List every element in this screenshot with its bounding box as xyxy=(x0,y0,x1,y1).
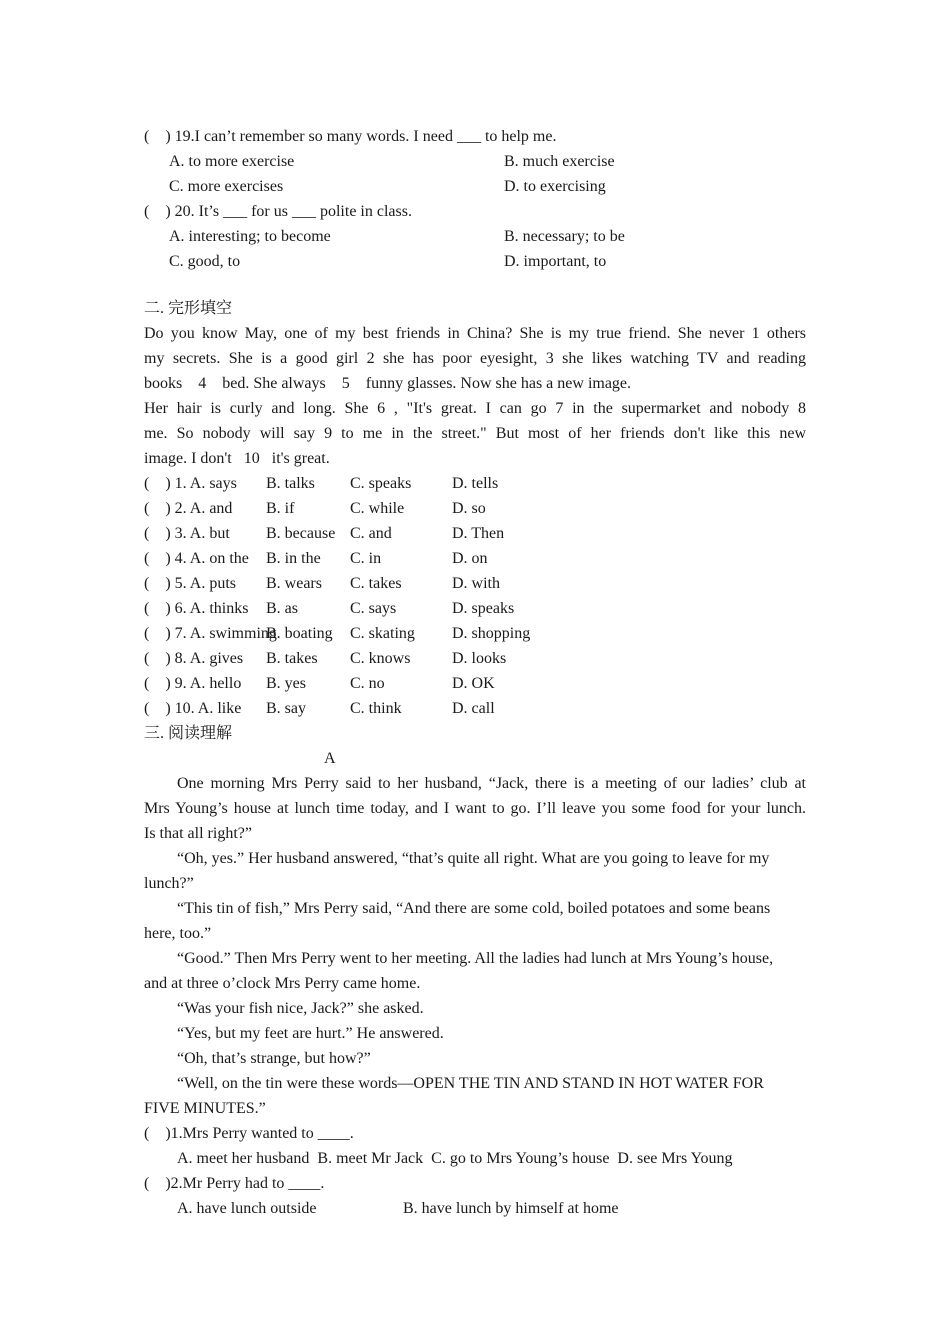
reading-passage-line: lunch?” xyxy=(144,875,194,892)
cloze-question-row xyxy=(144,646,806,671)
cloze-passage-line: my secrets. She is a good girl 2 she has poor eyesight, 3 she likes watching TV and reading xyxy=(144,350,806,367)
option-b: B. in the xyxy=(266,550,321,567)
question-number-option-a: ( ) 2. A. and xyxy=(144,500,233,517)
option-b: B. wears xyxy=(266,575,322,592)
option-c: C. good, to xyxy=(169,253,241,270)
option-c: C. while xyxy=(350,500,405,517)
option-d: D. on xyxy=(452,550,488,567)
option-b: B. because xyxy=(266,525,336,542)
option-d: D. important, to xyxy=(504,253,607,270)
question-number-option-a: ( ) 8. A. gives xyxy=(144,650,244,667)
cloze-passage-line: Her hair is curly and long. She 6 , "It's great. I can go 7 in the supermarket and nobody 8 xyxy=(144,400,806,417)
option-c: C. more exercises xyxy=(169,178,284,195)
option-b: B. yes xyxy=(266,675,306,692)
option-d: D. with xyxy=(452,575,500,592)
option-c: C. no xyxy=(350,675,385,692)
option-c: C. think xyxy=(350,700,402,717)
question-20-stem: ( ) 20. It’s ___ for us ___ polite in class. xyxy=(144,203,412,220)
option-d: D. tells xyxy=(452,475,499,492)
reading-passage xyxy=(144,771,806,1121)
cloze-heading: 二. 完形填空 xyxy=(144,300,233,317)
reading-passage-line: “Good.” Then Mrs Perry went to her meeting. All the ladies had lunch at Mrs Young’s house, xyxy=(177,950,774,967)
option-b: B. talks xyxy=(266,475,315,492)
option-a: A. interesting; to become xyxy=(169,228,331,245)
question-number-option-a: ( ) 7. A. swimming xyxy=(144,625,277,642)
cloze-question-row xyxy=(144,621,806,646)
cloze-question-row xyxy=(144,471,806,496)
question-number-option-a: ( ) 9. A. hello xyxy=(144,675,242,692)
option-d: D. shopping xyxy=(452,625,531,642)
option-c: C. takes xyxy=(350,575,402,592)
reading-passage-line: One morning Mrs Perry said to her husband, “Jack, there is a meeting of our ladies’ club at xyxy=(177,775,806,792)
option-b: B. necessary; to be xyxy=(504,228,625,245)
exam-page xyxy=(144,124,806,1221)
question-number-option-a: ( ) 1. A. says xyxy=(144,475,237,492)
option-b: B. as xyxy=(266,600,298,617)
reading-passage-line: “Oh, yes.” Her husband answered, “that’s quite all right. What are you going to leave for my xyxy=(177,850,770,867)
cloze-passage-line: Do you know May, one of my best friends in China? She is my true friend. She never 1 others xyxy=(144,325,806,342)
question-19-options-row-2 xyxy=(144,174,806,199)
option-b: B. say xyxy=(266,700,306,717)
reading-heading: 三. 阅读理解 xyxy=(144,725,233,742)
question-number-option-a: ( ) 6. A. thinks xyxy=(144,600,249,617)
reading-passage-line: “Well, on the tin were these words—OPEN THE TIN AND STAND IN HOT WATER FOR xyxy=(177,1075,764,1092)
question-20-options-row-2 xyxy=(144,249,806,274)
passage-title: A xyxy=(324,750,336,767)
option-c: C. says xyxy=(350,600,397,617)
option-b: B. boating xyxy=(266,625,333,642)
option-c: C. skating xyxy=(350,625,415,642)
cloze-question-list xyxy=(144,471,806,721)
question-number-option-a: ( ) 5. A. puts xyxy=(144,575,236,592)
option-d: D. speaks xyxy=(452,600,515,617)
reading-question-1-options: A. meet her husband B. meet Mr Jack C. go to Mrs Young’s house D. see Mrs Young xyxy=(177,1150,733,1167)
cloze-passage-line: image. I don't 10 it's great. xyxy=(144,450,330,467)
option-c: C. in xyxy=(350,550,382,567)
cloze-question-row xyxy=(144,596,806,621)
reading-question-2-stem: ( )2.Mr Perry had to ____. xyxy=(144,1175,325,1192)
reading-passage-line: Mrs Young’s house at lunch time today, and I want to go. I’ll leave you some food for your lunch. xyxy=(144,800,806,817)
question-number-option-a: ( ) 4. A. on the xyxy=(144,550,249,567)
question-20-options-row-1 xyxy=(144,224,806,249)
reading-passage-line: “Was your fish nice, Jack?” she asked. xyxy=(177,1000,424,1017)
question-number-option-a: ( ) 3. A. but xyxy=(144,525,230,542)
reading-passage-line: “Oh, that’s strange, but how?” xyxy=(177,1050,371,1067)
cloze-question-row xyxy=(144,496,806,521)
option-c: C. speaks xyxy=(350,475,412,492)
reading-passage-line: Is that all right?” xyxy=(144,825,252,842)
option-d: D. to exercising xyxy=(504,178,606,195)
cloze-passage-line: books 4 bed. She always 5 funny glasses. Now she has a new image. xyxy=(144,375,632,392)
question-19-stem: ( ) 19.I can’t remember so many words. I need ___ to help me. xyxy=(144,128,557,145)
option-d: D. so xyxy=(452,500,486,517)
cloze-question-row xyxy=(144,546,806,571)
option-b: B. takes xyxy=(266,650,318,667)
option-a: A. to more exercise xyxy=(169,153,295,170)
cloze-question-row xyxy=(144,521,806,546)
reading-passage-line: and at three o’clock Mrs Perry came home. xyxy=(144,975,421,992)
option-c: C. and xyxy=(350,525,392,542)
cloze-question-row xyxy=(144,671,806,696)
option-b: B. much exercise xyxy=(504,153,615,170)
reading-passage-line: here, too.” xyxy=(144,925,212,942)
reading-passage-line: FIVE MINUTES.” xyxy=(144,1100,266,1117)
option-c: C. knows xyxy=(350,650,411,667)
question-number-option-a: ( ) 10. A. like xyxy=(144,700,242,717)
cloze-passage-line: me. So nobody will say 9 to me in the street." But most of her friends don't like this new xyxy=(144,425,806,442)
option-d: D. call xyxy=(452,700,495,717)
option-b: B. if xyxy=(266,500,295,517)
reading-passage-line: “Yes, but my feet are hurt.” He answered. xyxy=(177,1025,444,1042)
section-gap xyxy=(144,274,806,296)
question-19-options-row-1 xyxy=(144,149,806,174)
option-a: A. have lunch outside xyxy=(177,1200,317,1217)
option-d: D. OK xyxy=(452,675,495,692)
cloze-question-row xyxy=(144,696,806,721)
reading-question-2-options xyxy=(144,1196,806,1221)
cloze-question-row xyxy=(144,571,806,596)
reading-question-1-stem: ( )1.Mrs Perry wanted to ____. xyxy=(144,1125,354,1142)
reading-passage-line: “This tin of fish,” Mrs Perry said, “And there are some cold, boiled potatoes and some beans xyxy=(177,900,771,917)
option-d: D. looks xyxy=(452,650,507,667)
option-d: D. Then xyxy=(452,525,505,542)
option-b: B. have lunch by himself at home xyxy=(403,1200,619,1217)
